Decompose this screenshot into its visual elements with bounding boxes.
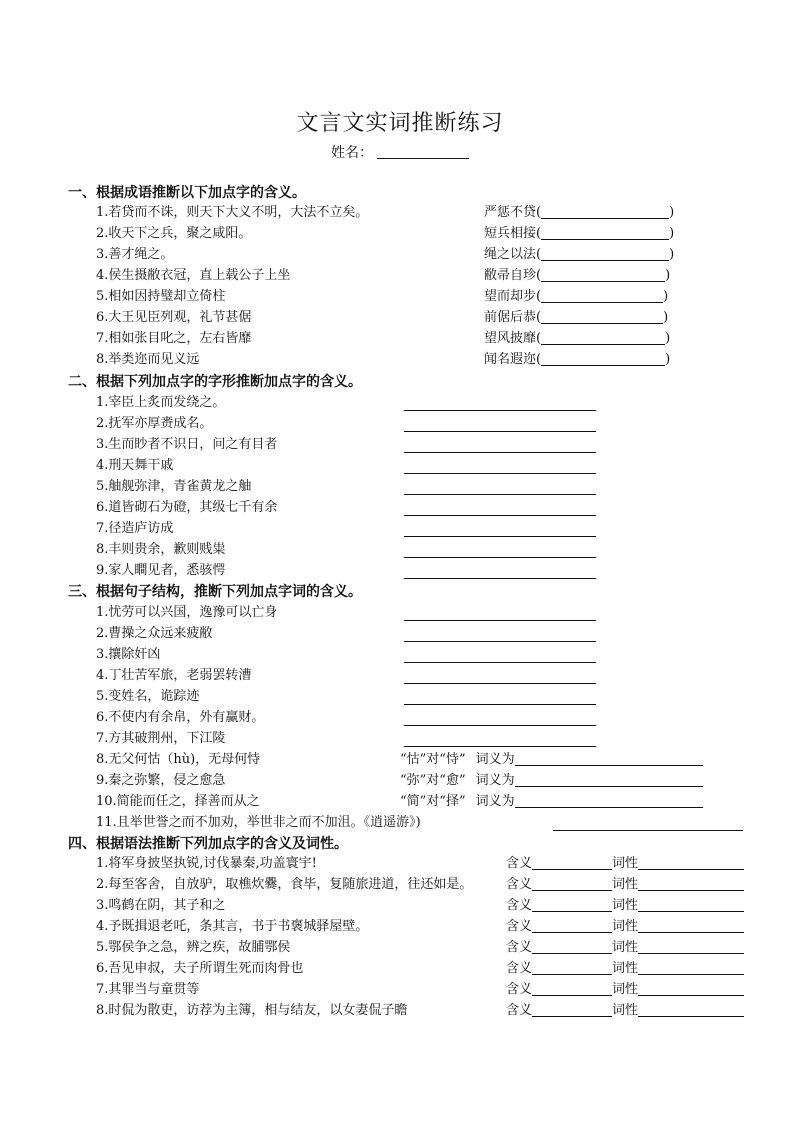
s3-question: 1.忧劳可以兴国，逸豫可以亡身 [96,605,278,620]
s2-answer-line[interactable] [404,410,596,411]
s2-row [0,518,800,539]
s2-answer-line[interactable] [404,536,596,537]
s1-idiom: 望风披靡( ) [484,331,671,346]
s4-question: 7.其罪当与童贯等 [96,982,200,997]
pos-blank[interactable] [638,917,744,933]
section-3-heading: 三、根据句子结构，推断下列加点字词的含义。 [68,584,362,600]
s4-answer: 含义 词性 [506,916,744,937]
s2-question: 6.道皆砌石为磴，其级七千有余 [96,500,278,515]
s1-answer-blank[interactable] [541,245,669,261]
s3-question: 3.攘除奸凶 [96,647,161,662]
s3-row [0,686,800,707]
s3-compare: “怙”对“恃” 词义为 [400,749,703,770]
pos-blank[interactable] [638,1001,744,1017]
s1-row [0,244,800,265]
pos-blank[interactable] [638,938,744,954]
s4-question: 3.鸣鹤在阴，其子和之 [96,898,226,913]
s2-question: 9.家人瞷见者，悉骇愕 [96,563,226,578]
s4-row [0,916,800,937]
s4-answer: 含义 词性 [506,853,744,874]
s1-question: 5.相如因持璧却立倚柱 [96,289,226,304]
s1-answer-blank[interactable] [541,308,663,324]
s4-row [0,979,800,1000]
s3-answer-line[interactable] [404,704,596,705]
s3-question: 9.秦之弥繁，侵之愈急 [96,773,226,788]
s3-question: 4.丁壮苦军旅，老弱罢转漕 [96,668,252,683]
s1-answer-blank[interactable] [541,350,665,366]
s3-answer-line[interactable] [404,725,596,726]
s2-question: 8.丰则贵余，歉则贱粜 [96,542,226,557]
s3-question: 8.无父何怙（hù)，无母何恃 [96,752,261,767]
s3-answer-line[interactable] [404,683,596,684]
s4-answer: 含义 词性 [506,1000,744,1021]
s2-row [0,539,800,560]
pos-blank[interactable] [638,875,744,891]
s2-row [0,455,800,476]
s1-question: 3.善才绳之。 [96,247,174,262]
s1-row [0,286,800,307]
pos-blank[interactable] [638,896,744,912]
s1-answer-blank[interactable] [541,329,665,345]
s3-row [0,602,800,623]
name-label: 姓名： [331,145,373,161]
meaning-blank[interactable] [532,896,612,912]
s2-answer-line[interactable] [404,473,596,474]
s3-compare-row [0,791,800,812]
s4-question: 5.鄂侯争之急，辨之疾，故脯鄂侯 [96,940,291,955]
s1-row [0,223,800,244]
s3-question: 10.简能而任之，择善而从之 [96,794,260,809]
s2-answer-line[interactable] [404,557,596,558]
s1-idiom: 闻名遐迩( ) [484,352,671,367]
s4-row [0,958,800,979]
s2-answer-line[interactable] [404,452,596,453]
s3-row [0,728,800,749]
pos-blank[interactable] [638,854,744,870]
s4-row [0,895,800,916]
s4-answer: 含义 词性 [506,979,744,1000]
s4-answer: 含义 词性 [506,958,744,979]
s4-row [0,853,800,874]
s2-question: 1.宰臣上炙而发绕之。 [96,395,226,410]
s3-answer-line[interactable] [404,641,596,642]
s1-answer-blank[interactable] [541,266,665,282]
s3-question: 5.变姓名，诡踪迹 [96,689,200,704]
s2-row [0,497,800,518]
meaning-blank[interactable] [532,875,612,891]
s2-question: 3.生而眇者不识日，问之有目者 [96,437,278,452]
s1-row [0,202,800,223]
s3-question: 2.曹操之众远来疲敝 [96,626,213,641]
s1-idiom: 前倨后恭( ) [484,310,669,325]
s3-compare-blank[interactable] [515,750,703,766]
s4-question: 1.将军身披坚执锐,讨伐暴秦,功盖寰宇! [96,856,317,871]
s1-row [0,265,800,286]
s1-row [0,307,800,328]
s3-answer-line[interactable] [404,620,596,621]
s3-compare-blank[interactable] [515,792,703,808]
s1-question: 1.若贷而不诛，则天下大义不明，大法不立矣。 [96,205,369,220]
s3-row [0,644,800,665]
meaning-blank[interactable] [532,980,612,996]
s4-row [0,937,800,958]
name-blank[interactable] [377,144,469,159]
meaning-blank[interactable] [532,917,612,933]
s2-answer-line[interactable] [404,431,596,432]
section-2-heading: 二、根据下列加点字的字形推断加点字的含义。 [68,374,362,390]
s1-row [0,349,800,370]
s4-question: 6.吾见申叔，夫子所谓生死而肉骨也 [96,961,304,976]
s1-question: 6.大王见臣列观，礼节甚倨 [96,310,252,325]
s1-idiom: 敝帚自珍( ) [484,268,671,283]
s1-idiom: 短兵相接( ) [484,226,675,241]
section-1-heading: 一、根据成语推断以下加点字的含义。 [68,185,306,201]
pos-blank[interactable] [638,959,744,975]
s2-question: 4.刑天舞干戚 [96,458,174,473]
s3-compare-blank[interactable] [515,771,703,787]
pos-blank[interactable] [638,980,744,996]
s1-answer-blank[interactable] [541,287,663,303]
s2-row [0,476,800,497]
meaning-blank[interactable] [532,959,612,975]
s1-idiom: 严惩不贷( ) [484,205,675,220]
s3-question: 7.方其破荆州，下江陵 [96,731,226,746]
s2-answer-line[interactable] [404,578,596,579]
s2-row [0,560,800,581]
s2-row [0,392,800,413]
s1-answer-blank[interactable] [541,224,669,240]
meaning-blank[interactable] [532,938,612,954]
s3-row [0,707,800,728]
s2-row [0,413,800,434]
s4-question: 8.时侃为散吏，访荐为主簿，相与结友，以女妻侃子瞻 [96,1003,408,1018]
s3-row [0,665,800,686]
s3-compare-row [0,749,800,770]
s4-answer: 含义 词性 [506,874,744,895]
s1-row [0,328,800,349]
s4-answer: 含义 词性 [506,895,744,916]
name-field-row [0,142,800,162]
meaning-blank[interactable] [532,1001,612,1017]
s2-question: 7.径造庐访成 [96,521,174,536]
s3-answer-line[interactable] [553,830,743,831]
s3-compare: “简”对“择” 词义为 [400,791,703,812]
s2-question: 2.抚军亦厚赉成名。 [96,416,213,431]
s2-row [0,434,800,455]
s1-question: 4.侯生摄敝衣冠，直上载公子上坐 [96,268,291,283]
s1-question: 8.举类迩而见义远 [96,352,200,367]
s3-last-row [0,812,800,833]
s3-question: 6.不使内有余帛，外有赢财。 [96,710,265,725]
s1-answer-blank[interactable] [541,203,669,219]
s3-answer-line[interactable] [404,662,596,663]
section-4-heading: 四、根据语法推断下列加点字的含义及词性。 [68,836,348,852]
meaning-blank[interactable] [532,854,612,870]
s1-idiom: 绳之以法( ) [484,247,675,262]
s1-idiom: 望而却步( ) [484,289,669,304]
s4-question: 4.予既揖退老吒，条其言，书于书褒城驿屋壁。 [96,919,369,934]
s3-compare-row [0,770,800,791]
s3-question: 11.且举世誉之而不加劝，举世非之而不加沮。《逍遥游》) [96,815,421,830]
page-title: 文言文实词推断练习 [296,111,504,136]
s4-question: 2.每至客舍，自放驴，取樵炊爨，食毕，复随旅进道，往还如是。 [96,877,473,892]
s4-row [0,874,800,895]
s3-compare: “弥”对“愈” 词义为 [400,770,703,791]
s3-answer-line[interactable] [404,746,596,747]
s1-question: 2.收天下之兵，聚之咸阳。 [96,226,252,241]
s4-row [0,1000,800,1021]
s2-answer-line[interactable] [404,515,596,516]
s1-question: 7.相如张目叱之，左右皆靡 [96,331,252,346]
s2-answer-line[interactable] [404,494,596,495]
s3-row [0,623,800,644]
s4-answer: 含义 词性 [506,937,744,958]
s2-question: 5.舳舰弥津，青雀黄龙之舳 [96,479,252,494]
